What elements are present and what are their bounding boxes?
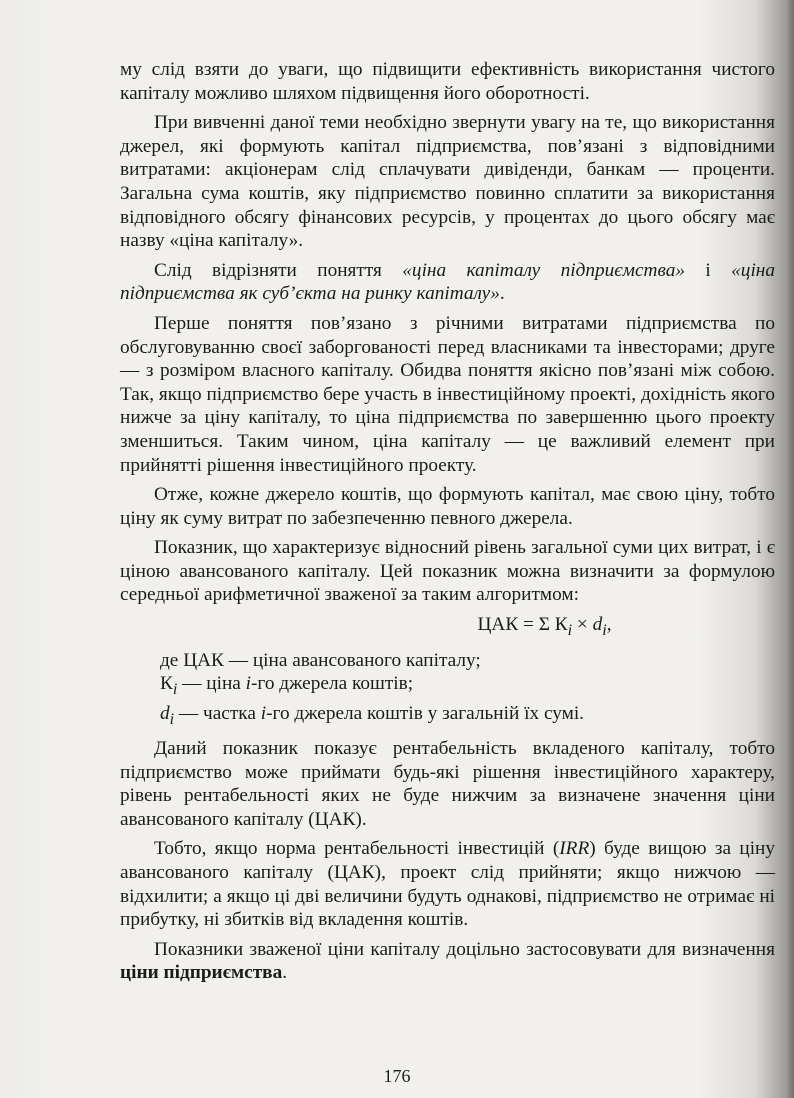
paragraph-irr [120,837,775,931]
paragraph-distinguish-concepts [120,259,775,306]
bold-term: ціни підприємства [120,962,283,984]
text-run: -го джерела коштів; [251,673,414,695]
paragraph-indicator: Показник, що характеризує відносний рівень загальної суми цих витрат, і є ціною авансованого капіталу. Цей показник можна визначити за формулою середньої арифметичної зваженої за таким алгоритмом: [120,537,775,606]
definition-di [120,702,775,731]
text-run: Слід відрізняти поняття [154,259,403,281]
def-index: i [245,673,251,695]
term-capital-price: «ціна капіталу підприємства» [402,259,685,281]
text-run: ) буде вищою за ціну авансованого капіталу (ЦАК), проект слід прийняти; якщо нижчою — відхилити; а якщо ці дві величини будуть однакові, підприємство не отримає ні прибутку, ні збитків від вкладення коштів. [120,838,776,931]
definition-ki [120,672,775,701]
def-subscript: i [169,710,175,728]
paragraph-each-source: Отже, кожне джерело коштів, що формують капітал, має свою ціну, тобто ціну як суму витрат по забезпеченню певного джерела. [120,484,775,529]
text-run: — ціна [177,673,246,695]
text-run: Тобто, якщо норма рентабельності інвестицій ( [154,838,560,860]
paragraph-weighted-price [120,938,775,985]
formula-wacc [120,613,775,642]
definition-wacc: де ЦАК — ціна авансованого капіталу; [160,649,481,671]
irr-abbrev: IRR [559,838,590,860]
body-text [120,58,775,991]
formula-lhs: ЦАК = Σ К [477,614,568,636]
def-subscript: i [172,680,178,698]
page-number: 176 [383,1066,411,1086]
formula-times: × [572,614,593,636]
paragraph-continued: му слід взяти до уваги, що підвищити ефективність використання чистого капіталу можливо шляхом підвищення його оборотності. [120,59,775,104]
formula-subscript: i [567,621,573,639]
formula-tail: , [606,614,612,636]
text-run: -го джерела коштів у загальній їх сумі. [266,702,585,724]
formula-d: d [592,614,603,636]
text-run: Показники зваженої ціни капіталу доцільно застосовувати для визначення [154,938,775,960]
text-run: . [499,283,505,305]
def-symbol: К [160,673,173,695]
text-run: — частка [174,702,261,724]
formula-subscript: i [602,621,607,639]
text-run: і [685,259,732,281]
paragraph-first-concept: Перше поняття пов’язано з річними витратами підприємства по обслуговуванню своєї заборгованості перед власниками та інвесторами; друге — з розміром власного капіталу. Обидва поняття якісно пов’язані між собою. Так, якщо підприємство бере участь в інвестиційному проекті, дохідність якого нижче за ціну капіталу, то ціна підприємства по завершенню цього проекту зменшиться. Таким чином, ціна капіталу — це важливий елемент при прийнятті рішення інвестиційного проекту. [120,312,775,476]
text-run: . [282,962,288,984]
def-symbol: d [160,702,170,724]
term-enterprise-price: «ціна підприємства як суб’єкта на ринку капіталу» [120,259,776,305]
def-index: i [260,702,267,724]
paragraph-sources-costs: При вивченні даної теми необхідно звернути увагу на те, що використання джерел, які формують капітал підприємства, пов’язані з відповідними витратами: акціонерам слід сплачувати дивіденди, банкам — проценти. Загальна сума коштів, яку підприємство повинно сплатити за використання відповідного обсягу фінансових ресурсів, у процентах до цього обсягу має назву «ціна капіталу». [120,112,775,252]
paragraph-profitability: Даний показник показує рентабельність вкладеного капіталу, тобто підприємство може приймати будь-які рішення інвестиційного характеру, рівень рентабельності яких не буде нижчим за визначене значення ціни авансованого капіталу (ЦАК). [120,738,775,830]
